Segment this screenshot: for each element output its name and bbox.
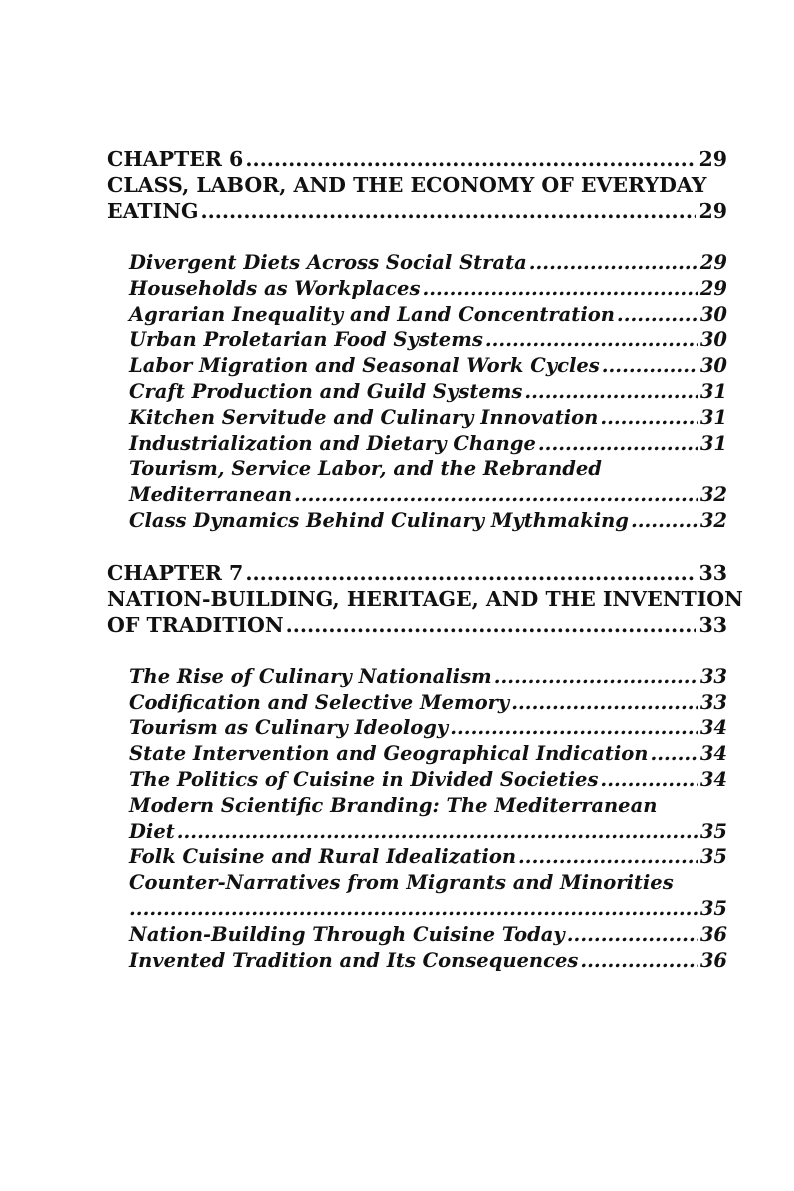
dot-leader <box>201 198 697 224</box>
section-label-line[interactable]: Tourism, Service Labor, and the Rebranded <box>129 457 602 481</box>
dot-leader <box>538 431 698 457</box>
toc-section-entry[interactable] <box>129 379 727 405</box>
section-label: Folk Cuisine and Rural Idealization <box>129 845 517 869</box>
chapter-title-line: NATION-BUILDING, HERITAGE, AND THE INVENTION <box>107 586 743 611</box>
toc-section-entry[interactable] <box>129 715 727 741</box>
page-number: 30 <box>699 328 727 352</box>
spacer <box>107 224 727 250</box>
toc-section-entry[interactable] <box>129 690 727 716</box>
chapter-6-block <box>107 146 727 534</box>
toc-section-entry[interactable] <box>129 819 727 845</box>
page-number: 35 <box>699 819 727 843</box>
toc-section-entry[interactable] <box>129 896 727 922</box>
dot-leader <box>524 379 698 405</box>
page-number: 31 <box>699 379 727 403</box>
chapter-heading-label: CHAPTER 7 <box>107 560 244 585</box>
toc-section-entry[interactable] <box>129 327 727 353</box>
toc-section-entry[interactable] <box>129 508 727 534</box>
dot-leader <box>617 302 698 328</box>
section-label: Mediterranean <box>129 483 293 507</box>
section-label: Urban Proletarian Food Systems <box>129 328 483 352</box>
dot-leader <box>485 327 698 353</box>
section-label: Class Dynamics Behind Culinary Mythmaking <box>129 508 629 532</box>
section-label: Labor Migration and Seasonal Work Cycles <box>129 354 600 378</box>
page-number: 33 <box>699 690 727 714</box>
section-label: Craft Production and Guild Systems <box>129 379 523 403</box>
page-number: 34 <box>699 742 727 766</box>
page-number: 32 <box>699 508 727 532</box>
toc-section-entry[interactable] <box>129 276 727 302</box>
dot-leader <box>245 560 696 586</box>
section-label: Nation-Building Through Cuisine Today <box>129 922 565 946</box>
section-label-line[interactable]: Counter-Narratives from Migrants and Minorities <box>129 871 674 895</box>
page-number: 35 <box>699 845 727 869</box>
section-label: Households as Workplaces <box>129 276 421 300</box>
page-number: 31 <box>699 431 727 455</box>
dot-leader <box>580 948 698 974</box>
page-number: 29 <box>698 147 727 171</box>
chapter-7-block <box>107 560 743 974</box>
page-number: 30 <box>699 354 727 378</box>
page-number: 32 <box>699 483 727 507</box>
page-number: 30 <box>699 302 727 326</box>
page-number: 36 <box>699 948 727 972</box>
chapter-title-line: CLASS, LABOR, AND THE ECONOMY OF EVERYDAY <box>107 173 707 197</box>
dot-leader <box>422 276 697 302</box>
dot-leader <box>129 896 698 922</box>
page-number: 33 <box>699 664 727 688</box>
toc-section-entry[interactable] <box>129 948 727 974</box>
spacer <box>107 638 727 664</box>
toc-section-entry[interactable] <box>129 741 727 767</box>
dot-leader <box>602 353 698 379</box>
spacer <box>107 534 727 560</box>
section-label: The Rise of Culinary Nationalism <box>129 664 492 688</box>
toc-chapter-title[interactable] <box>107 612 727 638</box>
dot-leader <box>631 508 698 534</box>
dot-leader <box>529 250 698 276</box>
section-label: Agrarian Inequality and Land Concentration <box>129 302 615 326</box>
dot-leader <box>245 146 696 172</box>
section-label: Tourism as Culinary Ideology <box>129 716 449 740</box>
section-label: Kitchen Servitude and Culinary Innovation <box>129 405 599 429</box>
toc-section-entry[interactable] <box>129 250 727 276</box>
toc-section-entry[interactable] <box>129 431 727 457</box>
toc-section-entry[interactable] <box>129 482 727 508</box>
dot-leader <box>650 741 697 767</box>
dot-leader <box>518 844 698 870</box>
page-number: 29 <box>699 276 727 300</box>
page-number: 34 <box>699 716 727 740</box>
toc-section-entry[interactable] <box>129 922 727 948</box>
section-label: The Politics of Cuisine in Divided Societies <box>129 767 599 791</box>
page-number: 33 <box>698 560 727 585</box>
page-number: 35 <box>699 896 727 920</box>
section-label: Industrialization and Dietary Change <box>129 431 536 455</box>
section-label: Codification and Selective Memory <box>129 690 510 714</box>
dot-leader <box>177 819 698 845</box>
dot-leader <box>567 922 698 948</box>
chapter-title-label: OF TRADITION <box>107 612 284 637</box>
page-number: 29 <box>698 199 727 223</box>
toc-section-entry[interactable] <box>129 353 727 379</box>
table-of-contents <box>107 146 743 973</box>
section-label-line[interactable]: Modern Scientific Branding: The Mediterranean <box>129 793 658 817</box>
dot-leader <box>294 482 698 508</box>
page-number: 31 <box>699 405 727 429</box>
dot-leader <box>600 405 698 431</box>
dot-leader <box>450 715 698 741</box>
toc-section-entry[interactable] <box>129 302 727 328</box>
toc-section-entry[interactable] <box>129 767 727 793</box>
toc-chapter-heading[interactable] <box>107 146 727 172</box>
toc-section-entry[interactable] <box>129 844 727 870</box>
dot-leader <box>511 690 698 716</box>
toc-section-entry[interactable] <box>129 405 727 431</box>
dot-leader <box>600 767 697 793</box>
dot-leader <box>286 612 697 638</box>
toc-section-entry[interactable] <box>129 664 727 690</box>
page-number: 36 <box>699 922 727 946</box>
section-label: Diet <box>129 819 175 843</box>
section-label: Invented Tradition and Its Consequences <box>129 948 579 972</box>
chapter-heading-label: CHAPTER 6 <box>107 147 244 171</box>
page-number: 33 <box>698 612 727 637</box>
section-label: Divergent Diets Across Social Strata <box>129 251 527 274</box>
toc-chapter-title[interactable] <box>107 198 727 224</box>
page-number: 34 <box>699 767 727 791</box>
section-label: State Intervention and Geographical Indication <box>129 742 649 766</box>
dot-leader <box>494 664 698 690</box>
chapter-title-label: EATING <box>107 199 199 223</box>
page-number: 29 <box>699 251 727 274</box>
toc-chapter-heading[interactable] <box>107 560 727 586</box>
